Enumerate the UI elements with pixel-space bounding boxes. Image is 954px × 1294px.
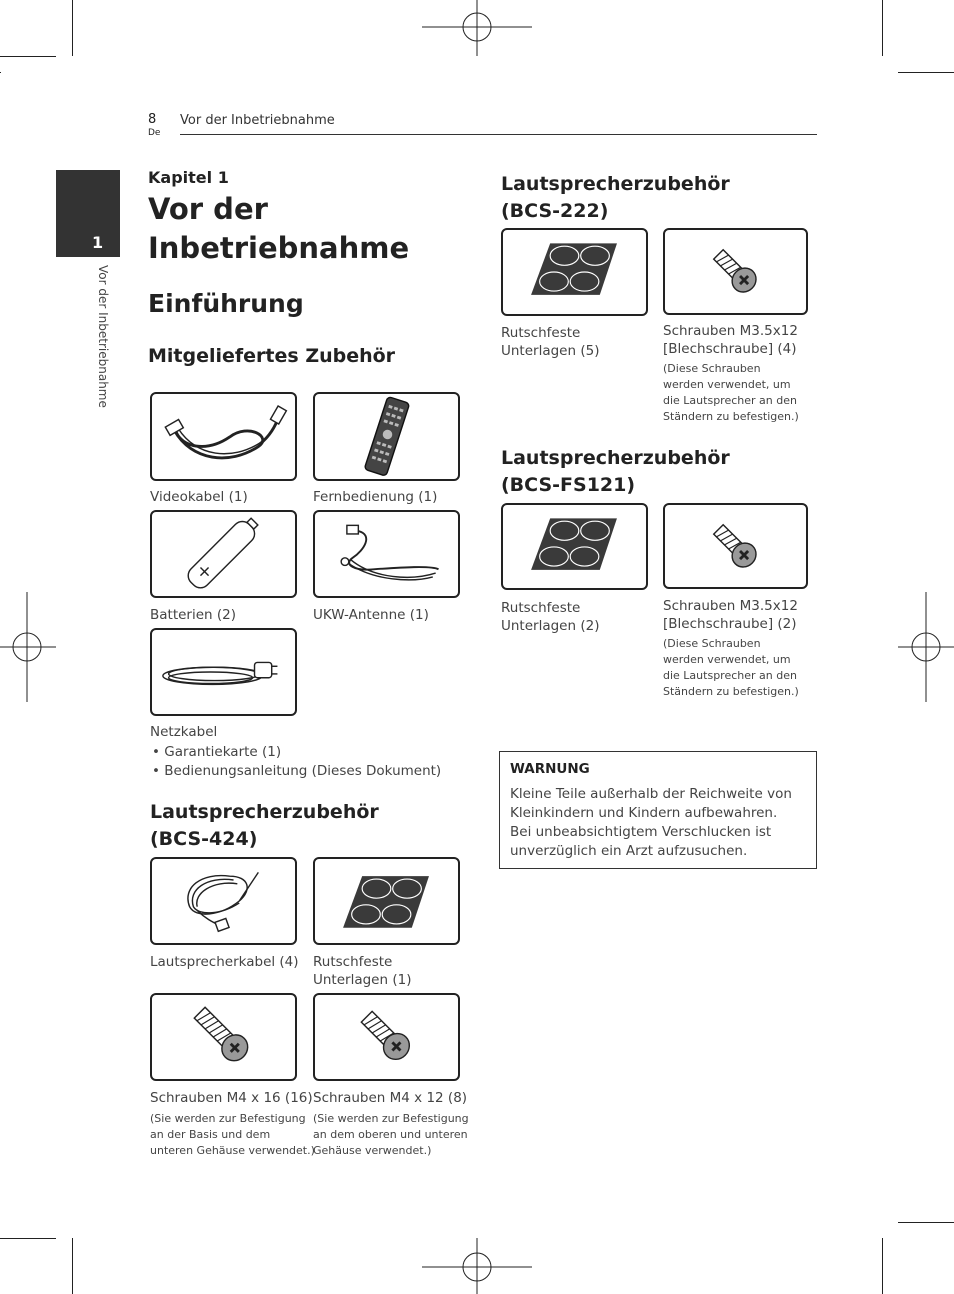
warning-text: Kleine Teile außerhalb der Reichweite von Kleinkindern und Kindern aufbewahren. Bei unbeabsichtigtem Verschlucken ist unverzüglich ein Arzt aufzusuchen.: [510, 786, 792, 859]
remote-control-image: [313, 392, 460, 481]
video-cable-caption: Videokabel (1): [150, 489, 248, 505]
registration-mark-left: [0, 592, 56, 702]
screw-m35x12-note-bcsfs121: (Diese Schrauben werden verwendet, um die Lautsprecher an den Ständern zu befestigen.): [663, 637, 799, 698]
screw-m35x12-caption-bcsfs121: Schrauben M3.5x12 [Blechschraube] (2): [663, 598, 798, 632]
warning-title: WARNUNG: [510, 761, 590, 777]
screw-m4x12-note: (Sie werden zur Befestigung an dem oberen und unteren Gehäuse verwendet.): [313, 1112, 469, 1157]
side-chapter-label: Vor der Inbetriebnahme: [96, 265, 110, 408]
power-cable-caption: Netzkabel: [150, 724, 218, 740]
anti-slip-pads-caption-bcsfs121: Rutschfeste Unterlagen (2): [501, 600, 600, 634]
anti-slip-pads-image-bcs222: [501, 228, 648, 316]
screw-m35x12-image-bcsfs121: [663, 503, 808, 589]
fm-antenna-icon: [315, 512, 458, 596]
screw-icon: [315, 995, 458, 1079]
running-header: Vor der Inbetriebnahme: [180, 113, 335, 128]
bullet-manual: • Bedienungsanleitung (Dieses Dokument): [152, 763, 442, 779]
bullet-warranty: • Garantiekarte (1): [152, 744, 282, 760]
battery-icon: [152, 512, 295, 596]
anti-slip-pads-icon: [503, 505, 646, 588]
bcs222-title: Lautsprecherzubehör (BCS-222): [501, 173, 730, 222]
video-cable-icon: [152, 394, 295, 479]
page-language: De: [148, 128, 161, 138]
screw-m4x12-caption: Schrauben M4 x 12 (8): [313, 1090, 468, 1106]
remote-control-caption: Fernbedienung (1): [313, 489, 438, 505]
screw-m4x16-note: (Sie werden zur Befestigung an der Basis und dem unteren Gehäuse verwendet.): [150, 1112, 315, 1157]
page-number: 8: [148, 112, 157, 127]
registration-mark-right: [898, 592, 954, 702]
power-cable-image: [150, 628, 297, 716]
registration-mark-top: [422, 0, 532, 56]
power-cable-icon: [152, 630, 295, 714]
chapter-label: Kapitel 1: [148, 168, 229, 187]
section-title: Einführung: [148, 289, 304, 318]
anti-slip-pads-image-bcsfs121: [501, 503, 648, 590]
screw-icon: [152, 995, 295, 1079]
chapter-tab: [56, 170, 120, 257]
screw-icon: [665, 505, 806, 587]
chapter-title: Vor der Inbetriebnahme: [148, 192, 410, 265]
battery-caption: Batterien (2): [150, 607, 237, 623]
screw-m35x12-image-bcs222: [663, 228, 808, 315]
bcsfs121-title: Lautsprecherzubehör (BCS-FS121): [501, 447, 730, 496]
registration-mark-bottom: [422, 1238, 532, 1294]
speaker-cable-image: [150, 857, 297, 945]
anti-slip-pads-icon: [315, 859, 458, 943]
screw-m35x12-note-bcs222: (Diese Schrauben werden verwendet, um die Lautsprecher an den Ständern zu befestigen.): [663, 362, 799, 423]
screw-m4x16-caption: Schrauben M4 x 16 (16): [150, 1090, 313, 1106]
video-cable-image: [150, 392, 297, 481]
anti-slip-pads-image-bcs424: [313, 857, 460, 945]
anti-slip-pads-caption-bcs424: Rutschfeste Unterlagen (1): [313, 954, 412, 988]
remote-control-icon: [315, 394, 458, 479]
screw-m35x12-caption-bcs222: Schrauben M3.5x12 [Blechschraube] (4): [663, 323, 798, 357]
chapter-tab-number: 1: [92, 233, 104, 252]
speaker-cable-caption: Lautsprecherkabel (4): [150, 954, 299, 970]
anti-slip-pads-caption-bcs222: Rutschfeste Unterlagen (5): [501, 325, 600, 359]
anti-slip-pads-icon: [503, 230, 646, 314]
battery-image: [150, 510, 297, 598]
screw-m4x16-image: [150, 993, 297, 1081]
fm-antenna-image: [313, 510, 460, 598]
screw-m4x12-image: [313, 993, 460, 1081]
speaker-cable-icon: [152, 859, 295, 943]
screw-icon: [665, 230, 806, 313]
bcs424-title: Lautsprecherzubehör (BCS-424): [150, 801, 379, 850]
fm-antenna-caption: UKW-Antenne (1): [313, 607, 429, 623]
included-accessories-title: Mitgeliefertes Zubehör: [148, 345, 396, 367]
header-rule: [180, 134, 817, 135]
